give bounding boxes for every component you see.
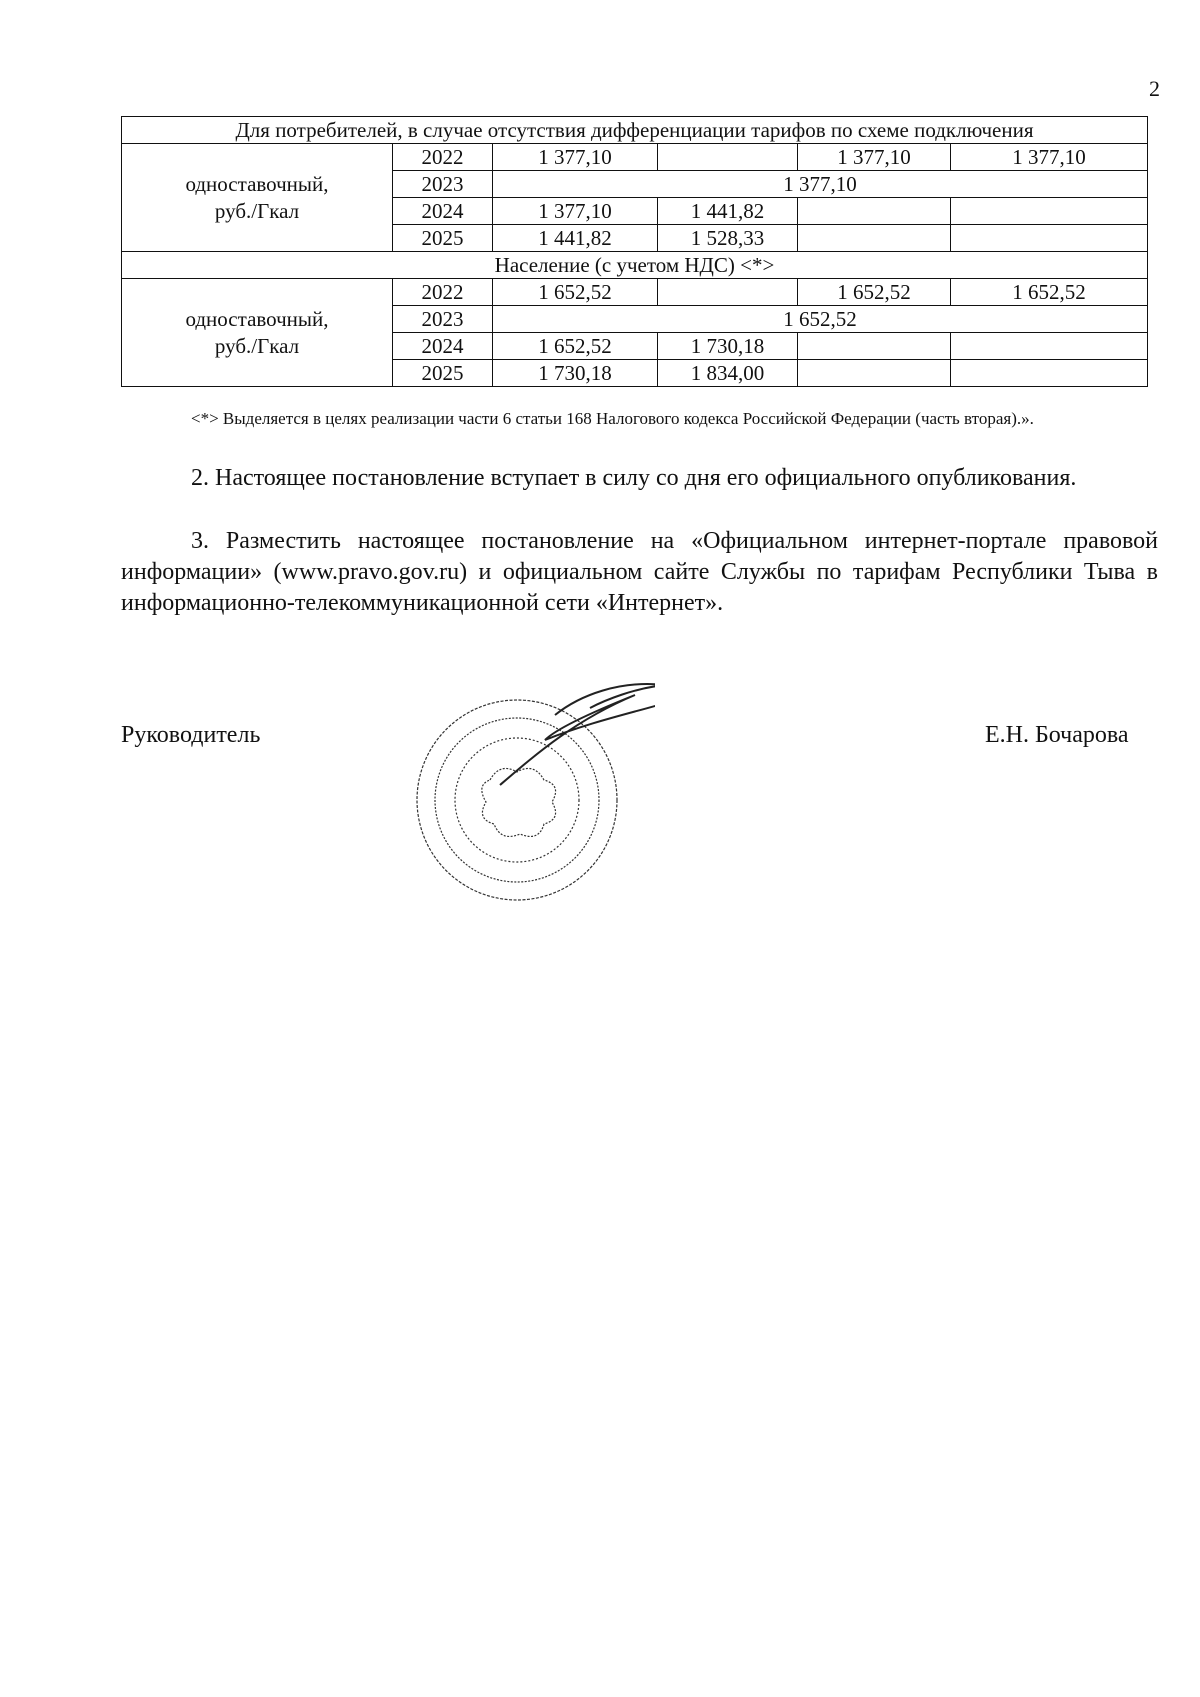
section-header-row — [122, 117, 1148, 144]
official-seal-stamp — [405, 660, 655, 920]
footnote-text: <*> Выделяется в целях реализации части 6 статьи 168 Налогового кодекса Российской Федерации (часть вторая).». — [191, 409, 1034, 428]
seal-inner-ring — [455, 738, 579, 862]
value-cell — [798, 198, 951, 225]
year-cell: 2025 — [393, 360, 493, 387]
tariff-table — [121, 116, 1148, 387]
value-cell: 1 730,18 — [493, 360, 658, 387]
value-cell: 1 377,10 — [798, 144, 951, 171]
merged-value-cell: 1 377,10 — [493, 171, 1148, 198]
value-cell: 1 652,52 — [951, 279, 1148, 306]
tariff-unit-label: руб./Гкал — [214, 198, 300, 223]
value-cell — [798, 225, 951, 252]
seal-middle-ring — [435, 718, 599, 882]
tariff-unit-label: руб./Гкал — [214, 333, 300, 358]
section-header-row — [122, 252, 1148, 279]
value-cell: 1 377,10 — [493, 144, 658, 171]
tariff-type-cell — [122, 144, 393, 252]
value-cell: 1 441,82 — [493, 225, 658, 252]
value-cell — [951, 198, 1148, 225]
year-cell: 2025 — [393, 225, 493, 252]
table-row — [122, 144, 1148, 171]
year-cell: 2022 — [393, 279, 493, 306]
value-cell: 1 652,52 — [493, 333, 658, 360]
paragraph-2 — [121, 463, 1158, 494]
merged-value-cell: 1 652,52 — [493, 306, 1148, 333]
tariff-type-cell — [122, 279, 393, 387]
value-cell — [798, 333, 951, 360]
value-cell — [658, 279, 798, 306]
value-cell — [658, 144, 798, 171]
signatory-title: Руководитель — [121, 722, 261, 748]
paragraph-2-text: 2. Настоящее постановление вступает в силу со дня его официального опубликования. — [191, 465, 1077, 491]
table-row — [122, 279, 1148, 306]
value-cell: 1 834,00 — [658, 360, 798, 387]
seal-outer-ring — [417, 700, 617, 900]
section-header: Население (с учетом НДС) <*> — [122, 252, 1148, 279]
value-cell: 1 528,33 — [658, 225, 798, 252]
signature-scribble — [500, 695, 655, 785]
value-cell: 1 377,10 — [951, 144, 1148, 171]
year-cell: 2024 — [393, 333, 493, 360]
value-cell — [951, 333, 1148, 360]
value-cell — [798, 360, 951, 387]
paragraph-3-text: 3. Разместить настоящее постановление на «Официальном интернет-портале правовой информации» (www.pravo.gov.ru) и официальном сайте Службы по тарифам Республики Тыва в информационно-телекоммуникационной сети «Интернет». — [121, 528, 1158, 616]
tariff-type-label: одноставочный, — [185, 306, 329, 331]
footnote — [121, 408, 1158, 430]
year-cell: 2023 — [393, 306, 493, 333]
value-cell: 1 377,10 — [493, 198, 658, 225]
page-number: 2 — [1149, 76, 1160, 101]
value-cell — [951, 225, 1148, 252]
value-cell — [951, 360, 1148, 387]
tariff-type-label: одноставочный, — [185, 171, 329, 196]
value-cell: 1 441,82 — [658, 198, 798, 225]
seal-emblem — [482, 768, 556, 836]
section-header: Для потребителей, в случае отсутствия дифференциации тарифов по схеме подключения — [122, 117, 1148, 144]
year-cell: 2023 — [393, 171, 493, 198]
value-cell: 1 730,18 — [658, 333, 798, 360]
value-cell: 1 652,52 — [493, 279, 658, 306]
signatory-name: Е.Н. Бочарова — [985, 722, 1129, 748]
value-cell: 1 652,52 — [798, 279, 951, 306]
paragraph-3 — [121, 526, 1158, 619]
year-cell: 2022 — [393, 144, 493, 171]
year-cell: 2024 — [393, 198, 493, 225]
